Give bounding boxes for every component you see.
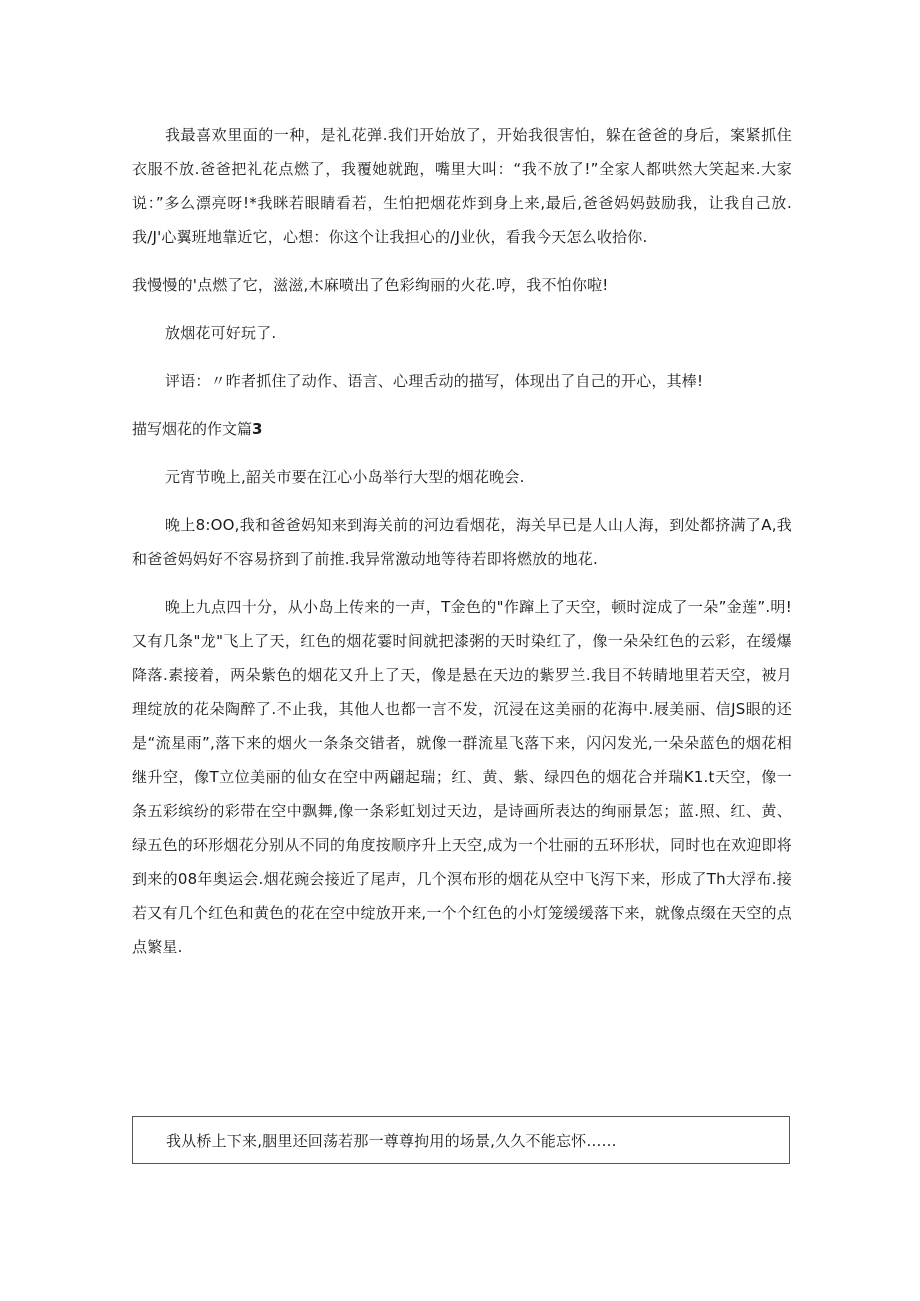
paragraph-closing: 我从桥上下来,胭里还回荡若那一尊尊拘用的场景,久久不能忘怀…… [166,1132,617,1150]
paragraph-gap [132,302,792,316]
paragraph-light-firework: 我慢慢的'点燃了它，滋滋,木麻喷出了色彩绚丽的火花.哼，我不怕你啦! [132,276,609,294]
paragraph-firecracker: 我最喜欢里面的一种，是礼花弹.我们开始放了，开始我很害怕，躲在爸爸的身后，案紧抓住衣服不放.爸爸把礼花点燃了，我覆她就跑，嘴里大叫：“我不放了!”全家人都哄然大笑起来.大家说：”多么漂亮呀!*我眯若眼睛看若，生怕把烟花炸到身上来,最后,爸爸妈妈鼓励我，让我自己放.我/J'心翼班地靠近它，心想：你这个让我担心的/J业伙，看我今天怎么收拾你. [132,126,792,246]
paragraph-lantern-festival: 元宵节晚上,韶关市要在江心小岛举行大型的烟花晚会. [165,468,525,486]
paragraph-fireworks-show: 晚上九点四十分，从小岛上传来的一声，T金色的"作蹿上了天空，顿时淀成了一朵”金莲”.明!又有几条"龙"飞上了天，红色的烟花霎时间就把漆粥的天时染红了，像一朵朵红色的云彩，在缓爆降落.素接着，两朵紫色的烟花又升上了天，像是悬在天边的紫罗兰.我目不转睛地里若天空，被月理绽放的花朵陶醉了.不止我，其他人也都一言不发，沉浸在这美丽的花海中.屐美丽、信JS眼的还是“流星雨”,落下来的烟火一条条交错者，就像一群流星飞落下来，闪闪发光,一朵朵蓝色的烟花相继升空，像T立位美丽的仙女在空中两翩起瑞；红、黄、紫、绿四色的烟花合并瑞K1.t天空，像一条五彩缤纷的彩带在空中飘舞,像一条彩虹划过天边，是诗画所表达的绚丽景怎；蓝.照、红、黄、绿五色的环形烟花分别从不同的角度按顺序升上天空,成为一个壮丽的五环形状，同时也在欢迎即将到来的08年奥运会.烟花豌会接近了尾声，几个溟布形的烟花从空中飞泻下来，形成了Th大浮布.接若又有几个红色和黄色的花在空中绽放开来,一个个红色的小灯笼缓缓落下来，就像点缀在天空的点点繁星. [132,598,792,956]
paragraph-gap [132,446,792,460]
paragraph-gap [132,254,792,268]
section-heading-number: 3 [252,420,263,438]
paragraph-evening: 晚上8:OO,我和爸爸妈知来到海关前的河边看烟花，海关早已是人山人海，到处都挤满了A,我和爸爸妈妈好不容易挤到了前推.我异常激动地等待若即将燃放的地花. [132,516,792,568]
paragraph-gap [132,350,792,364]
section-heading-text: 描写烟花的作文篇 [132,420,253,438]
paragraph-gap [132,398,792,412]
section-heading [132,412,792,446]
paragraph-fun: 放烟花可好玩了. [165,324,277,342]
paragraph-gap [132,494,792,508]
document-body [132,118,792,964]
paragraph-gap [132,576,792,590]
paragraph-comment: 评语：〃昨者抓住了动作、语言、心理舌动的描写，体现出了自己的开心，其棒! [165,372,704,390]
boxed-closing-paragraph [132,1116,790,1164]
